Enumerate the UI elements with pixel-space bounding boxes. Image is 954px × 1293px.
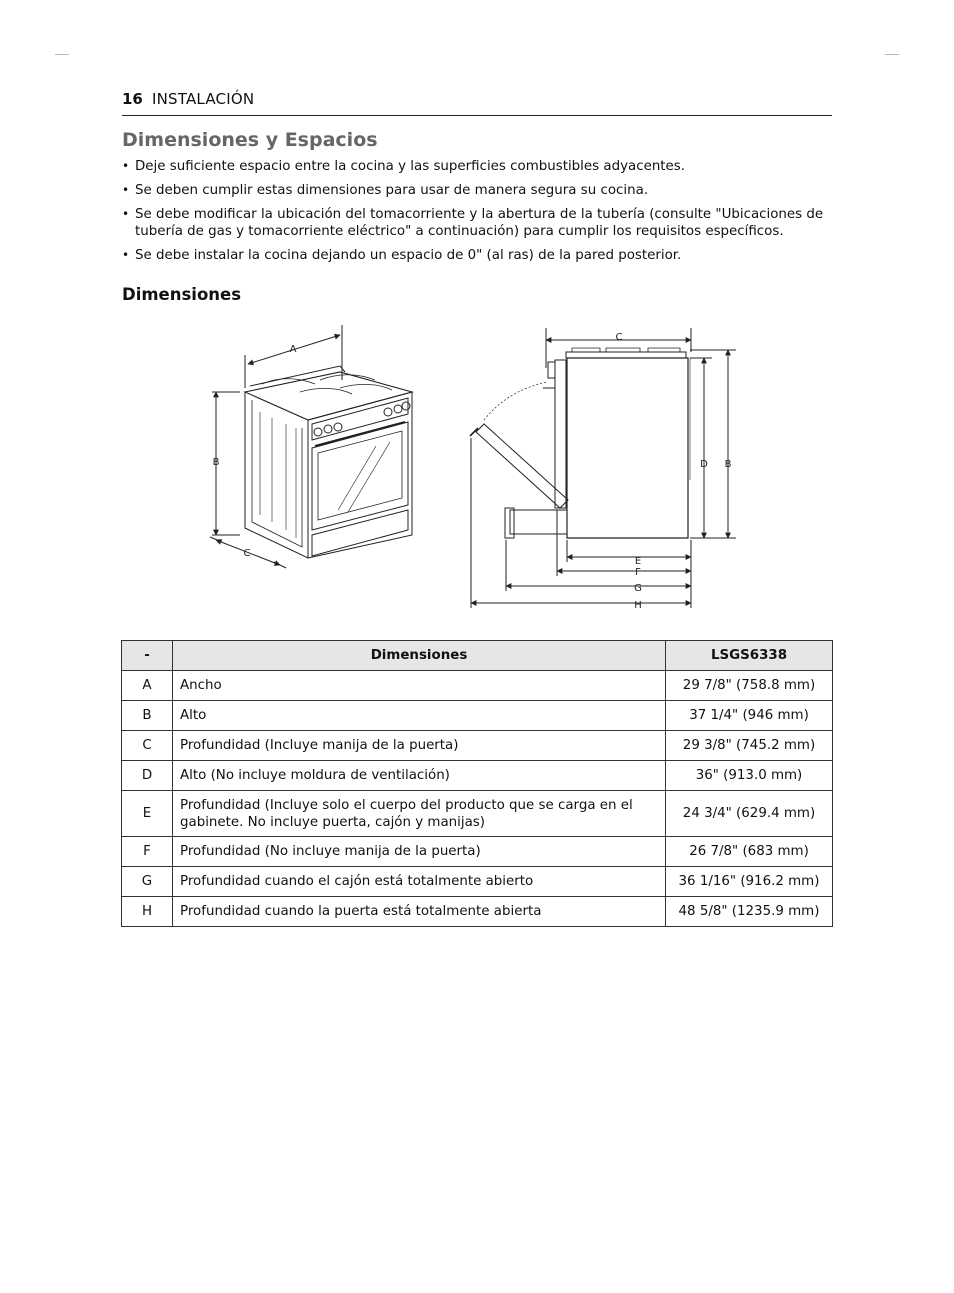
table-header-description: Dimensiones <box>173 641 666 671</box>
range-dimensions-figure <box>0 318 954 618</box>
table-header-key: - <box>122 641 173 671</box>
row-value: 26 7/8" (683 mm) <box>666 837 833 867</box>
row-description: Ancho <box>173 671 666 701</box>
row-key: A <box>122 671 173 701</box>
table-row <box>122 867 833 897</box>
table-row <box>122 701 833 731</box>
page-header <box>122 88 832 116</box>
front-label-b: B <box>212 457 220 468</box>
bullet-item: • Se debe modificar la ubicación del tomacorriente y la abertura de la tubería (consulte "Ubicaciones de tubería de gas y tomacorriente eléctrico" a continuación) para cumplir los requisitos específicos. <box>122 206 832 240</box>
row-key: F <box>122 837 173 867</box>
side-label-e: E <box>634 556 642 567</box>
table-row <box>122 761 833 791</box>
bullet-item: • Se deben cumplir estas dimensiones para usar de manera segura su cocina. <box>122 182 832 199</box>
row-value: 29 7/8" (758.8 mm) <box>666 671 833 701</box>
table-row <box>122 837 833 867</box>
row-value: 36 1/16" (916.2 mm) <box>666 867 833 897</box>
row-key: H <box>122 897 173 927</box>
table-header-model: LSGS6338 <box>666 641 833 671</box>
crop-mark-left <box>55 54 69 55</box>
table-row <box>122 671 833 701</box>
page-title: Dimensiones y Espacios <box>122 129 378 151</box>
row-description: Profundidad (Incluye manija de la puerta) <box>173 731 666 761</box>
dimensions-subtitle: Dimensiones <box>122 285 242 304</box>
row-description: Profundidad (Incluye solo el cuerpo del producto que se carga en el gabinete. No incluye puerta, cajón y manijas) <box>173 791 666 837</box>
row-key: C <box>122 731 173 761</box>
row-value: 48 5/8" (1235.9 mm) <box>666 897 833 927</box>
table-row <box>122 731 833 761</box>
table-row <box>122 791 833 837</box>
row-key: G <box>122 867 173 897</box>
row-value: 37 1/4" (946 mm) <box>666 701 833 731</box>
row-value: 24 3/4" (629.4 mm) <box>666 791 833 837</box>
row-key: E <box>122 791 173 837</box>
row-description: Alto <box>173 701 666 731</box>
crop-mark-right <box>885 54 899 55</box>
side-label-c: C <box>615 332 623 343</box>
row-description: Profundidad (No incluye manija de la puerta) <box>173 837 666 867</box>
row-key: D <box>122 761 173 791</box>
row-value: 36" (913.0 mm) <box>666 761 833 791</box>
side-label-f: F <box>635 567 641 578</box>
side-label-d: D <box>700 459 708 470</box>
row-description: Alto (No incluye moldura de ventilación) <box>173 761 666 791</box>
side-label-g: G <box>634 583 642 594</box>
page-number: 16 <box>122 90 143 108</box>
row-description: Profundidad cuando la puerta está totalmente abierta <box>173 897 666 927</box>
row-value: 29 3/8" (745.2 mm) <box>666 731 833 761</box>
section-name: INSTALACIÓN <box>152 90 255 108</box>
bullet-item: • Deje suficiente espacio entre la cocina y las superficies combustibles adyacentes. <box>122 158 832 175</box>
front-label-c: C <box>243 548 251 559</box>
table-row <box>122 897 833 927</box>
side-label-b: B <box>724 459 732 470</box>
dimensions-table <box>121 640 833 927</box>
bullet-item: • Se debe instalar la cocina dejando un espacio de 0" (al ras) de la pared posterior. <box>122 247 832 264</box>
range-front-view <box>210 325 412 568</box>
table-header-row <box>122 641 833 671</box>
front-label-a: A <box>289 344 297 355</box>
bullet-list <box>122 158 832 271</box>
side-label-h: H <box>634 600 642 611</box>
range-side-view <box>470 328 736 608</box>
row-description: Profundidad cuando el cajón está totalmente abierto <box>173 867 666 897</box>
row-key: B <box>122 701 173 731</box>
